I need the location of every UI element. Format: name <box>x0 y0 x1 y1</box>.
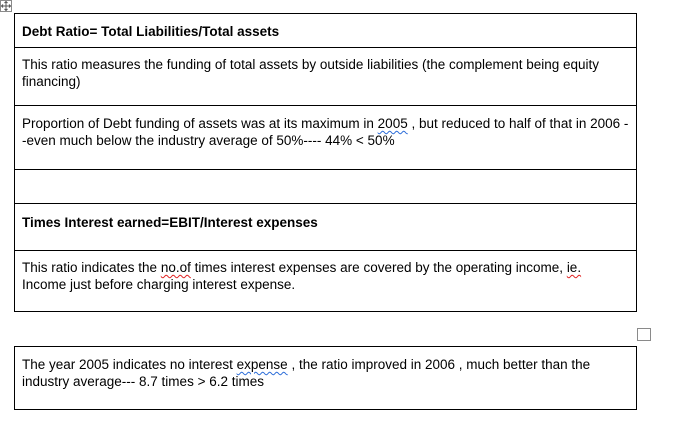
times-interest-heading-text: Times Interest earned=EBIT/Interest expenses <box>22 215 318 230</box>
debt-ratio-heading[interactable] <box>14 13 637 47</box>
tie-desc-text-2: times interest expenses are covered by the operating income, <box>190 260 567 275</box>
debt-ratio-analysis[interactable] <box>14 105 637 169</box>
times-interest-heading[interactable] <box>14 203 637 250</box>
tie-analysis-text-1: The year 2005 indicates no interest <box>22 357 237 372</box>
debt-ratio-heading-text: Debt Ratio= Total Liabilities/Total assets <box>22 24 280 39</box>
tie-analysis-text-2: , the ratio improved in 2006 , much better than the industry average--- 8.7 times > 6.2 times <box>22 357 591 389</box>
tie-desc-text-3: Income just before charging interest expense. <box>22 277 296 292</box>
debt-ratio-description-text: This ratio measures the funding of total assets by outside liabilities (the complement being equity financing) <box>22 57 600 89</box>
debt-analysis-text-1: Proportion of Debt funding of assets was at its maximum in <box>22 116 378 131</box>
times-interest-description[interactable] <box>14 250 637 312</box>
times-interest-analysis[interactable] <box>14 346 637 410</box>
empty-row[interactable] <box>14 169 637 203</box>
table-move-handle-icon[interactable] <box>0 0 12 12</box>
debt-ratio-description[interactable] <box>14 47 637 105</box>
grammar-flagged-expense[interactable]: expense <box>236 357 288 372</box>
debt-analysis-text-2: , but reduced to half of that in 2006 --even much below the industry average of 50%---- 44% < 50% <box>22 116 629 148</box>
spelling-flagged-ie[interactable]: ie. <box>566 260 582 275</box>
table-resize-handle-icon[interactable] <box>637 328 651 341</box>
ratio-table <box>14 13 637 312</box>
grammar-flagged-year[interactable]: 2005 <box>377 116 408 131</box>
tie-desc-text-1: This ratio indicates the <box>22 260 161 275</box>
spelling-flagged-no-of[interactable]: no.of <box>160 260 191 275</box>
analysis-table-2 <box>14 346 637 410</box>
